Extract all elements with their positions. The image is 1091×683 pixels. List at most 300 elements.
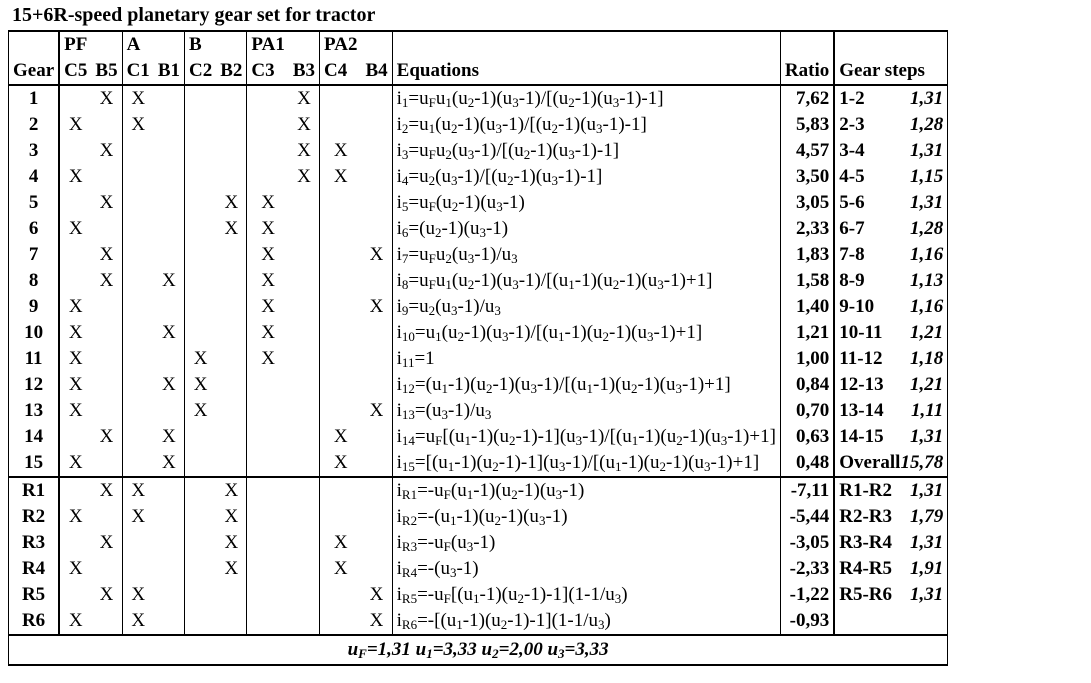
gear-step [834, 85, 947, 112]
shift-mark [185, 216, 217, 242]
gear-step-label: 14-15 [839, 426, 884, 447]
table-row [9, 372, 948, 398]
shift-mark: X [122, 504, 154, 530]
col-b1: B1 [154, 58, 185, 85]
gear-step [834, 424, 947, 450]
ratio-value: -2,33 [780, 556, 834, 582]
shift-mark [185, 320, 217, 346]
gear-step [834, 608, 947, 635]
shift-mark [185, 164, 217, 190]
shift-mark: X [320, 450, 362, 477]
shift-mark [216, 608, 247, 635]
table-row [9, 504, 948, 530]
gear-step-label: 13-14 [839, 400, 884, 421]
shift-mark [216, 582, 247, 608]
gear-label: 4 [9, 164, 60, 190]
shift-mark [320, 398, 362, 424]
shift-mark [185, 112, 217, 138]
equation: $i_4=u_2(u_3-1)/[(u_2-1)(u_3-1)-1]$ [392, 164, 780, 190]
table-row [9, 477, 948, 504]
shift-mark [289, 372, 320, 398]
shift-mark: X [59, 372, 91, 398]
shift-mark [122, 450, 154, 477]
ratio-value: 0,70 [780, 398, 834, 424]
shift-mark [320, 294, 362, 320]
gear-label: 13 [9, 398, 60, 424]
gear-label: 3 [9, 138, 60, 164]
shift-mark: X [320, 138, 362, 164]
gear-label: 8 [9, 268, 60, 294]
gear-step-value: 1,21 [909, 374, 944, 395]
col-b5: B5 [91, 58, 122, 85]
header-group-row [9, 31, 948, 58]
shift-mark [154, 112, 185, 138]
shift-mark: X [224, 532, 239, 553]
shift-mark [289, 504, 320, 530]
equation: $i_{11}=1$ [392, 346, 780, 372]
ratio-value: 0,84 [780, 372, 834, 398]
shift-mark [247, 164, 289, 190]
shift-mark: X [122, 85, 154, 112]
gear-step-label: 3-4 [839, 140, 865, 161]
shift-mark [122, 268, 154, 294]
col-equations: Equations [392, 58, 780, 85]
table-row [9, 216, 948, 242]
shift-mark [216, 138, 247, 164]
shift-mark [154, 85, 185, 112]
table-row [9, 242, 948, 268]
shift-mark [122, 190, 154, 216]
equation: $i_{15}=[(u_1-1)(u_2-1)-1](u_3-1)/[(u_1-1)(u_2-1)(u_3-1)+1]$ [392, 450, 780, 477]
shift-mark [247, 450, 289, 477]
equation: $i_{10}=u_1(u_2-1)(u_3-1)/[(u_1-1)(u_2-1)(u_3-1)+1]$ [392, 320, 780, 346]
gear-step-label: 8-9 [839, 270, 865, 291]
header-empty [9, 31, 60, 58]
table-title: 15+6R-speed planetary gear set for tractor [12, 4, 376, 26]
table-row [9, 138, 948, 164]
equation: $i_9=u_2(u_3-1)/u_3$ [392, 294, 780, 320]
shift-mark [361, 268, 392, 294]
shift-mark: X [320, 530, 362, 556]
table-row [9, 582, 948, 608]
shift-mark [59, 190, 91, 216]
shift-mark: X [99, 270, 114, 291]
shift-mark [320, 504, 362, 530]
gear-step [834, 138, 947, 164]
gear-label: R3 [9, 530, 60, 556]
gear-step-value: 1,15 [909, 166, 944, 187]
equation: $i_3=u_Fu_2(u_3-1)/[(u_2-1)(u_3-1)-1]$ [392, 138, 780, 164]
shift-mark [361, 477, 392, 504]
shift-mark [122, 530, 154, 556]
table-row [9, 450, 948, 477]
group-pf: PF [59, 31, 91, 58]
shift-mark: X [297, 166, 311, 187]
shift-mark: X [59, 112, 91, 138]
shift-mark [59, 530, 91, 556]
shift-mark [361, 530, 392, 556]
shift-mark: X [320, 164, 362, 190]
shift-mark [185, 504, 217, 530]
ratio-value: 3,05 [780, 190, 834, 216]
gear-step-label: 4-5 [839, 166, 865, 187]
shift-mark [361, 556, 392, 582]
shift-mark [320, 242, 362, 268]
ratio-value: 7,62 [780, 85, 834, 112]
equation: $i_2=u_1(u_2-1)(u_3-1)/[(u_2-1)(u_3-1)-1]$ [392, 112, 780, 138]
gear-step [834, 450, 947, 477]
gear-label: R1 [9, 477, 60, 504]
shift-mark [320, 112, 362, 138]
shift-mark: X [224, 558, 239, 579]
gear-label: R4 [9, 556, 60, 582]
shift-mark: X [297, 114, 311, 135]
shift-mark [216, 372, 247, 398]
gear-step [834, 268, 947, 294]
shift-mark [320, 190, 362, 216]
table-row [9, 320, 948, 346]
shift-mark: X [122, 112, 154, 138]
gear-label: 12 [9, 372, 60, 398]
shift-mark: X [59, 164, 91, 190]
gear-step-value: 15,78 [900, 452, 944, 473]
shift-mark: X [59, 216, 91, 242]
shift-mark [320, 346, 362, 372]
group-a: A [122, 31, 154, 58]
col-b4: B4 [361, 58, 392, 85]
shift-mark [289, 268, 320, 294]
shift-mark: X [247, 320, 289, 346]
gear-step-value: 1,18 [909, 348, 944, 369]
group-pa1: PA1 [247, 31, 289, 58]
equation: $i_7=u_Fu_2(u_3-1)/u_3$ [392, 242, 780, 268]
shift-mark: X [369, 296, 384, 317]
shift-mark [91, 112, 122, 138]
shift-mark [216, 112, 247, 138]
gear-label: 15 [9, 450, 60, 477]
parameter-values: $u_F=1,31$ $u_1=3,33$ $u_2=2,00$ $u_3=3,33$ [9, 635, 948, 665]
shift-mark [361, 190, 392, 216]
shift-mark: X [320, 424, 362, 450]
gear-step [834, 346, 947, 372]
shift-mark: X [216, 477, 247, 504]
shift-mark [122, 346, 154, 372]
shift-mark [361, 164, 392, 190]
table-row [9, 398, 948, 424]
equation: $i_{R6}=-[(u_1-1)(u_2-1)-1](1-1/u_3)$ [392, 608, 780, 635]
table-row [9, 294, 948, 320]
shift-mark: X [320, 556, 362, 582]
shift-mark [91, 556, 122, 582]
gear-step [834, 242, 947, 268]
gear-step-value: 1,31 [909, 532, 944, 553]
ratio-value: 1,00 [780, 346, 834, 372]
gear-step-label: R1-R2 [839, 480, 893, 501]
gear-label: 6 [9, 216, 60, 242]
gear-step-label: 11-12 [839, 348, 883, 369]
shift-mark: X [247, 268, 289, 294]
gear-step-value: 1,31 [909, 192, 944, 213]
col-gear: Gear [9, 58, 60, 85]
shift-mark [216, 320, 247, 346]
gear-step [834, 190, 947, 216]
gear-label: 10 [9, 320, 60, 346]
table-row [9, 346, 948, 372]
group-b: B [185, 31, 217, 58]
shift-mark: X [59, 556, 91, 582]
equation: $i_{R5}=-u_F[(u_1-1)(u_2-1)-1](1-1/u_3)$ [392, 582, 780, 608]
table-row [9, 85, 948, 112]
shift-mark [154, 164, 185, 190]
shift-mark: X [224, 506, 239, 527]
shift-mark: X [162, 374, 176, 395]
shift-mark [320, 216, 362, 242]
shift-mark [91, 216, 122, 242]
shift-mark [361, 112, 392, 138]
shift-mark [185, 477, 217, 504]
gear-step [834, 164, 947, 190]
gear-label: 9 [9, 294, 60, 320]
shift-mark [59, 268, 91, 294]
gear-step-value: 1,11 [911, 400, 944, 421]
shift-mark [185, 608, 217, 635]
shift-mark [185, 242, 217, 268]
ratio-value: -0,93 [780, 608, 834, 635]
shift-mark [185, 190, 217, 216]
col-c2: C2 [185, 58, 217, 85]
table-row [9, 268, 948, 294]
shift-mark [289, 530, 320, 556]
shift-mark [320, 268, 362, 294]
shift-mark [59, 477, 91, 504]
gear-step-label: R4-R5 [839, 558, 893, 579]
shift-mark: X [247, 216, 289, 242]
shift-mark [122, 294, 154, 320]
shift-mark [361, 372, 392, 398]
ratio-value: 5,83 [780, 112, 834, 138]
shift-mark [247, 530, 289, 556]
shift-mark: X [185, 398, 217, 424]
shift-mark: X [247, 242, 289, 268]
shift-mark: X [297, 88, 311, 109]
gear-step-value: 1,28 [909, 114, 944, 135]
shift-mark: X [162, 426, 176, 447]
shift-mark [91, 164, 122, 190]
shift-mark [154, 608, 185, 635]
ratio-value: 0,63 [780, 424, 834, 450]
col-gear-steps: Gear steps [834, 58, 947, 85]
gear-label: 2 [9, 112, 60, 138]
gear-step-label: 12-13 [839, 374, 884, 395]
gear-step-value: 1,13 [909, 270, 944, 291]
shift-mark: X [247, 190, 289, 216]
gear-step-value: 1,31 [909, 140, 944, 161]
gear-step-label: R2-R3 [839, 506, 893, 527]
shift-mark: X [185, 346, 217, 372]
shift-mark: X [369, 610, 384, 631]
shift-mark [185, 85, 217, 112]
shift-mark [247, 477, 289, 504]
equation: $i_{R4}=-(u_3-1)$ [392, 556, 780, 582]
shift-mark: X [59, 608, 91, 635]
shift-mark [185, 294, 217, 320]
shift-mark [247, 372, 289, 398]
shift-mark [154, 582, 185, 608]
gear-step-value: 1,16 [909, 244, 944, 265]
shift-mark: X [247, 346, 289, 372]
shift-mark [122, 138, 154, 164]
gear-step [834, 294, 947, 320]
shift-mark [216, 398, 247, 424]
shift-mark [247, 398, 289, 424]
gear-step-label: R3-R4 [839, 532, 893, 553]
ratio-value: 4,57 [780, 138, 834, 164]
shift-mark [289, 190, 320, 216]
shift-mark: X [59, 346, 91, 372]
shift-mark [122, 398, 154, 424]
shift-mark [361, 85, 392, 112]
header-column-row [9, 58, 948, 85]
shift-mark [154, 294, 185, 320]
shift-mark [122, 424, 154, 450]
gear-step-value: 1,79 [909, 506, 944, 527]
equation: $i_{13}=(u_3-1)/u_3$ [392, 398, 780, 424]
table-row [9, 190, 948, 216]
gear-label: R6 [9, 608, 60, 635]
gear-step [834, 477, 947, 504]
equation: $i_{14}=u_F[(u_1-1)(u_2-1)-1](u_3-1)/[(u_1-1)(u_2-1)(u_3-1)+1]$ [392, 424, 780, 450]
shift-mark [320, 320, 362, 346]
shift-mark [91, 450, 122, 477]
shift-mark: X [99, 244, 114, 265]
ratio-value: -7,11 [780, 477, 834, 504]
gear-step-label: 2-3 [839, 114, 865, 135]
shift-mark: X [99, 584, 114, 605]
shift-mark: X [162, 452, 176, 473]
shift-mark [154, 190, 185, 216]
table-row [9, 164, 948, 190]
gear-step-value: 1,91 [909, 558, 944, 579]
shift-mark: X [224, 192, 239, 213]
shift-mark [91, 346, 122, 372]
shift-mark [289, 582, 320, 608]
table-row [9, 112, 948, 138]
shift-mark [247, 504, 289, 530]
shift-mark [185, 268, 217, 294]
shift-mark [154, 530, 185, 556]
gear-step [834, 112, 947, 138]
gear-step [834, 530, 947, 556]
gear-step-value: 1,31 [909, 88, 944, 109]
gear-step [834, 398, 947, 424]
shift-mark [361, 320, 392, 346]
shift-mark [216, 346, 247, 372]
gear-step-value: 1,31 [909, 584, 944, 605]
gear-label: 11 [9, 346, 60, 372]
shift-mark: X [99, 532, 114, 553]
shift-mark: X [122, 582, 154, 608]
table-row [9, 556, 948, 582]
shift-mark [216, 85, 247, 112]
shift-mark: X [162, 322, 176, 343]
shift-mark [59, 138, 91, 164]
col-b3: B3 [289, 58, 320, 85]
shift-mark [320, 582, 362, 608]
shift-mark [361, 424, 392, 450]
shift-mark: X [99, 140, 114, 161]
shift-mark [289, 424, 320, 450]
shift-mark [154, 504, 185, 530]
shift-mark [247, 556, 289, 582]
shift-mark [59, 424, 91, 450]
gear-table [8, 30, 948, 666]
shift-mark: X [162, 270, 176, 291]
shift-mark [185, 582, 217, 608]
gear-step-label: 1-2 [839, 88, 865, 109]
table-row [9, 424, 948, 450]
shift-mark [216, 294, 247, 320]
shift-mark [247, 582, 289, 608]
footer-row [9, 635, 948, 665]
gear-step-label: R5-R6 [839, 584, 893, 605]
shift-mark [320, 372, 362, 398]
shift-mark [289, 398, 320, 424]
equation: $i_{R3}=-u_F(u_3-1)$ [392, 530, 780, 556]
shift-mark [185, 424, 217, 450]
shift-mark [320, 85, 362, 112]
forward-gears [9, 85, 948, 477]
ratio-value: 2,33 [780, 216, 834, 242]
shift-mark [289, 477, 320, 504]
ratio-value: 1,58 [780, 268, 834, 294]
gear-step [834, 320, 947, 346]
shift-mark: X [369, 584, 384, 605]
shift-mark [154, 477, 185, 504]
shift-mark: X [122, 608, 154, 635]
shift-mark [247, 608, 289, 635]
shift-mark [361, 346, 392, 372]
shift-mark [289, 242, 320, 268]
shift-mark: X [369, 400, 384, 421]
gear-step-label: 10-11 [839, 322, 883, 343]
shift-mark [122, 164, 154, 190]
col-ratio: Ratio [780, 58, 834, 85]
shift-mark [59, 582, 91, 608]
shift-mark [185, 556, 217, 582]
shift-mark [154, 398, 185, 424]
col-c5: C5 [59, 58, 91, 85]
group-pa2: PA2 [320, 31, 362, 58]
shift-mark [216, 242, 247, 268]
gear-step [834, 556, 947, 582]
shift-mark [91, 398, 122, 424]
shift-mark: X [99, 88, 114, 109]
gear-label: 14 [9, 424, 60, 450]
gear-step-label: 9-10 [839, 296, 875, 317]
gear-label: 1 [9, 85, 60, 112]
equation: $i_8=u_Fu_1(u_2-1)(u_3-1)/[(u_1-1)(u_2-1)(u_3-1)+1]$ [392, 268, 780, 294]
shift-mark [361, 504, 392, 530]
gear-step [834, 372, 947, 398]
shift-mark [122, 372, 154, 398]
shift-mark [247, 138, 289, 164]
equation: $i_{R2}=-(u_1-1)(u_2-1)(u_3-1)$ [392, 504, 780, 530]
shift-mark: X [224, 218, 239, 239]
table-row [9, 530, 948, 556]
shift-mark [122, 320, 154, 346]
shift-mark [320, 477, 362, 504]
shift-mark [247, 112, 289, 138]
